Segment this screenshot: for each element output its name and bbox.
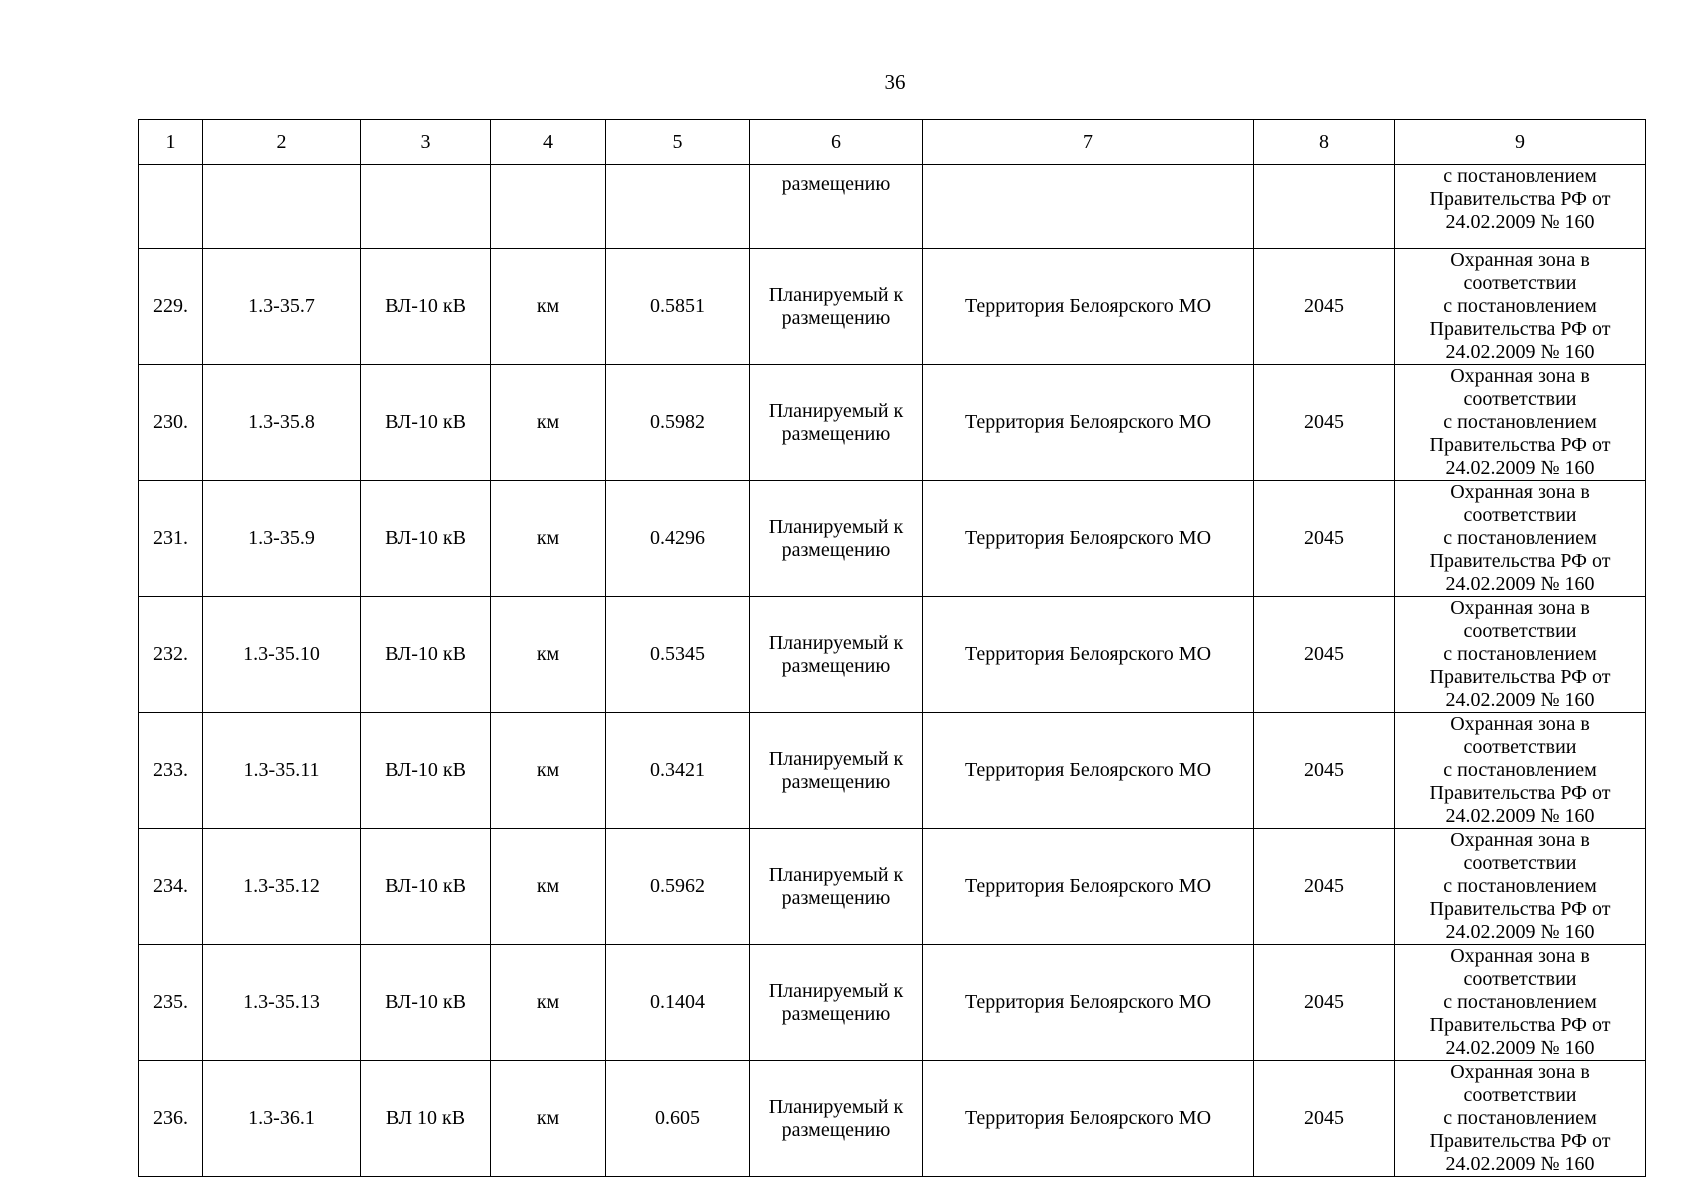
status-line: размещению [781, 886, 891, 909]
cell-note [1395, 713, 1646, 829]
cell-location: Территория Белоярского МО [923, 481, 1254, 597]
cell-status [750, 597, 923, 713]
cell-status [750, 829, 923, 945]
cell-value: 0.5962 [606, 829, 750, 945]
cell-status [750, 249, 923, 365]
continuation-row [139, 165, 1646, 249]
page-number: 36 [884, 70, 906, 94]
status-line: Планируемый к [768, 747, 904, 770]
status-line: размещению [781, 654, 891, 677]
cell-note [1395, 481, 1646, 597]
note-line: 24.02.2009 № 160 [1445, 457, 1595, 479]
header-cell: 9 [1395, 120, 1646, 165]
status-line: размещению [781, 306, 891, 329]
cell-year: 2045 [1254, 713, 1395, 829]
cell-year: 2045 [1254, 945, 1395, 1061]
table-row [139, 249, 1646, 365]
note-line: Правительства РФ от [1429, 188, 1611, 210]
note-line: Охранная зона в соответствии [1450, 713, 1590, 758]
cell-unit: км [491, 365, 606, 481]
cell-note [1395, 365, 1646, 481]
header-cell: 6 [750, 120, 923, 165]
cell-value: 0.4296 [606, 481, 750, 597]
status-line: размещению [781, 422, 891, 445]
cell-location: Территория Белоярского МО [923, 713, 1254, 829]
cell-num: 234. [139, 829, 203, 945]
cell-num [139, 165, 203, 249]
table-row [139, 481, 1646, 597]
cell-year: 2045 [1254, 365, 1395, 481]
cell-num: 233. [139, 713, 203, 829]
cell-value [606, 165, 750, 249]
table-row [139, 713, 1646, 829]
note-line: 24.02.2009 № 160 [1445, 211, 1595, 233]
status-line: размещению [781, 538, 891, 561]
cell-unit: км [491, 1061, 606, 1177]
cell-status [750, 713, 923, 829]
note-line: Правительства РФ от [1429, 1014, 1611, 1036]
status-line: размещению [781, 1118, 891, 1141]
cell-location: Территория Белоярского МО [923, 945, 1254, 1061]
cell-object: ВЛ-10 кВ [361, 713, 491, 829]
cell-code: 1.3-35.8 [203, 365, 361, 481]
cell-value: 0.5982 [606, 365, 750, 481]
table-row [139, 829, 1646, 945]
cell-unit: км [491, 945, 606, 1061]
header-cell: 4 [491, 120, 606, 165]
status-line: Планируемый к [768, 399, 904, 422]
note-line: Правительства РФ от [1429, 1130, 1611, 1152]
note-line: 24.02.2009 № 160 [1445, 689, 1595, 711]
cell-code [203, 165, 361, 249]
note-line: Охранная зона в соответствии [1450, 249, 1590, 294]
status-line: Планируемый к [768, 631, 904, 654]
cell-code: 1.3-35.7 [203, 249, 361, 365]
cell-object: ВЛ-10 кВ [361, 945, 491, 1061]
note-line: Правительства РФ от [1429, 782, 1611, 804]
cell-unit [491, 165, 606, 249]
cell-status [750, 945, 923, 1061]
cell-num: 235. [139, 945, 203, 1061]
cell-num: 236. [139, 1061, 203, 1177]
cell-object: ВЛ 10 кВ [361, 1061, 491, 1177]
status-line: размещению [781, 1002, 891, 1025]
cell-location: Территория Белоярского МО [923, 365, 1254, 481]
cell-location: Территория Белоярского МО [923, 249, 1254, 365]
cell-num: 229. [139, 249, 203, 365]
cell-unit: км [491, 829, 606, 945]
cell-code: 1.3-35.12 [203, 829, 361, 945]
cell-location [923, 165, 1254, 249]
header-row [139, 120, 1646, 165]
cell-location: Территория Белоярского МО [923, 829, 1254, 945]
cell-status: размещению [750, 165, 923, 249]
cell-location: Территория Белоярского МО [923, 597, 1254, 713]
note-line: с постановлением [1443, 527, 1597, 549]
note-line: с постановлением [1443, 165, 1597, 187]
cell-status [750, 481, 923, 597]
note-line: Охранная зона в соответствии [1450, 829, 1590, 874]
cell-year: 2045 [1254, 1061, 1395, 1177]
note-line: 24.02.2009 № 160 [1445, 573, 1595, 595]
note-line: с постановлением [1443, 1107, 1597, 1129]
cell-note [1395, 829, 1646, 945]
note-line: Правительства РФ от [1429, 898, 1611, 920]
header-cell: 7 [923, 120, 1254, 165]
note-line: с постановлением [1443, 991, 1597, 1013]
cell-num: 232. [139, 597, 203, 713]
status-line: Планируемый к [768, 979, 904, 1002]
cell-year: 2045 [1254, 597, 1395, 713]
cell-location: Территория Белоярского МО [923, 1061, 1254, 1177]
note-line: с постановлением [1443, 295, 1597, 317]
cell-note [1395, 249, 1646, 365]
header-cell: 5 [606, 120, 750, 165]
cell-object: ВЛ-10 кВ [361, 597, 491, 713]
cell-year: 2045 [1254, 249, 1395, 365]
cell-code: 1.3-35.13 [203, 945, 361, 1061]
cell-num: 231. [139, 481, 203, 597]
cell-value: 0.1404 [606, 945, 750, 1061]
note-line: Правительства РФ от [1429, 550, 1611, 572]
cell-unit: км [491, 597, 606, 713]
cell-object [361, 165, 491, 249]
cell-note [1395, 945, 1646, 1061]
cell-code: 1.3-35.11 [203, 713, 361, 829]
header-cell: 1 [139, 120, 203, 165]
table-row [139, 1061, 1646, 1177]
cell-value: 0.5851 [606, 249, 750, 365]
cell-status [750, 1061, 923, 1177]
note-line: с постановлением [1443, 875, 1597, 897]
registry-table [138, 119, 1646, 1177]
cell-object: ВЛ-10 кВ [361, 481, 491, 597]
note-line: 24.02.2009 № 160 [1445, 805, 1595, 827]
cell-code: 1.3-35.10 [203, 597, 361, 713]
table-row [139, 597, 1646, 713]
header-cell: 3 [361, 120, 491, 165]
status-line: Планируемый к [768, 283, 904, 306]
note-line: Охранная зона в соответствии [1450, 597, 1590, 642]
note-line: с постановлением [1443, 759, 1597, 781]
cell-note [1395, 165, 1646, 249]
cell-year [1254, 165, 1395, 249]
status-line: Планируемый к [768, 515, 904, 538]
note-line: 24.02.2009 № 160 [1445, 341, 1595, 363]
cell-object: ВЛ-10 кВ [361, 365, 491, 481]
note-line: Правительства РФ от [1429, 666, 1611, 688]
cell-value: 0.605 [606, 1061, 750, 1177]
note-line: Правительства РФ от [1429, 318, 1611, 340]
cell-unit: км [491, 249, 606, 365]
note-line: Охранная зона в соответствии [1450, 365, 1590, 410]
cell-value: 0.5345 [606, 597, 750, 713]
cell-code: 1.3-35.9 [203, 481, 361, 597]
cell-value: 0.3421 [606, 713, 750, 829]
cell-unit: км [491, 481, 606, 597]
note-line: с постановлением [1443, 411, 1597, 433]
status-line: Планируемый к [768, 863, 904, 886]
note-line: 24.02.2009 № 160 [1445, 921, 1595, 943]
cell-object: ВЛ-10 кВ [361, 249, 491, 365]
header-cell: 2 [203, 120, 361, 165]
cell-num: 230. [139, 365, 203, 481]
cell-status [750, 365, 923, 481]
cell-year: 2045 [1254, 481, 1395, 597]
note-line: Охранная зона в соответствии [1450, 945, 1590, 990]
note-line: 24.02.2009 № 160 [1445, 1153, 1595, 1175]
cell-note [1395, 597, 1646, 713]
note-line: с постановлением [1443, 643, 1597, 665]
note-line: Охранная зона в соответствии [1450, 1061, 1590, 1106]
status-line: размещению [781, 770, 891, 793]
status-line: Планируемый к [768, 1095, 904, 1118]
table-row [139, 945, 1646, 1061]
cell-note [1395, 1061, 1646, 1177]
header-cell: 8 [1254, 120, 1395, 165]
table-row [139, 365, 1646, 481]
cell-year: 2045 [1254, 829, 1395, 945]
cell-unit: км [491, 713, 606, 829]
note-line: Охранная зона в соответствии [1450, 481, 1590, 526]
cell-code: 1.3-36.1 [203, 1061, 361, 1177]
note-line: 24.02.2009 № 160 [1445, 1037, 1595, 1059]
cell-object: ВЛ-10 кВ [361, 829, 491, 945]
note-line: Правительства РФ от [1429, 434, 1611, 456]
